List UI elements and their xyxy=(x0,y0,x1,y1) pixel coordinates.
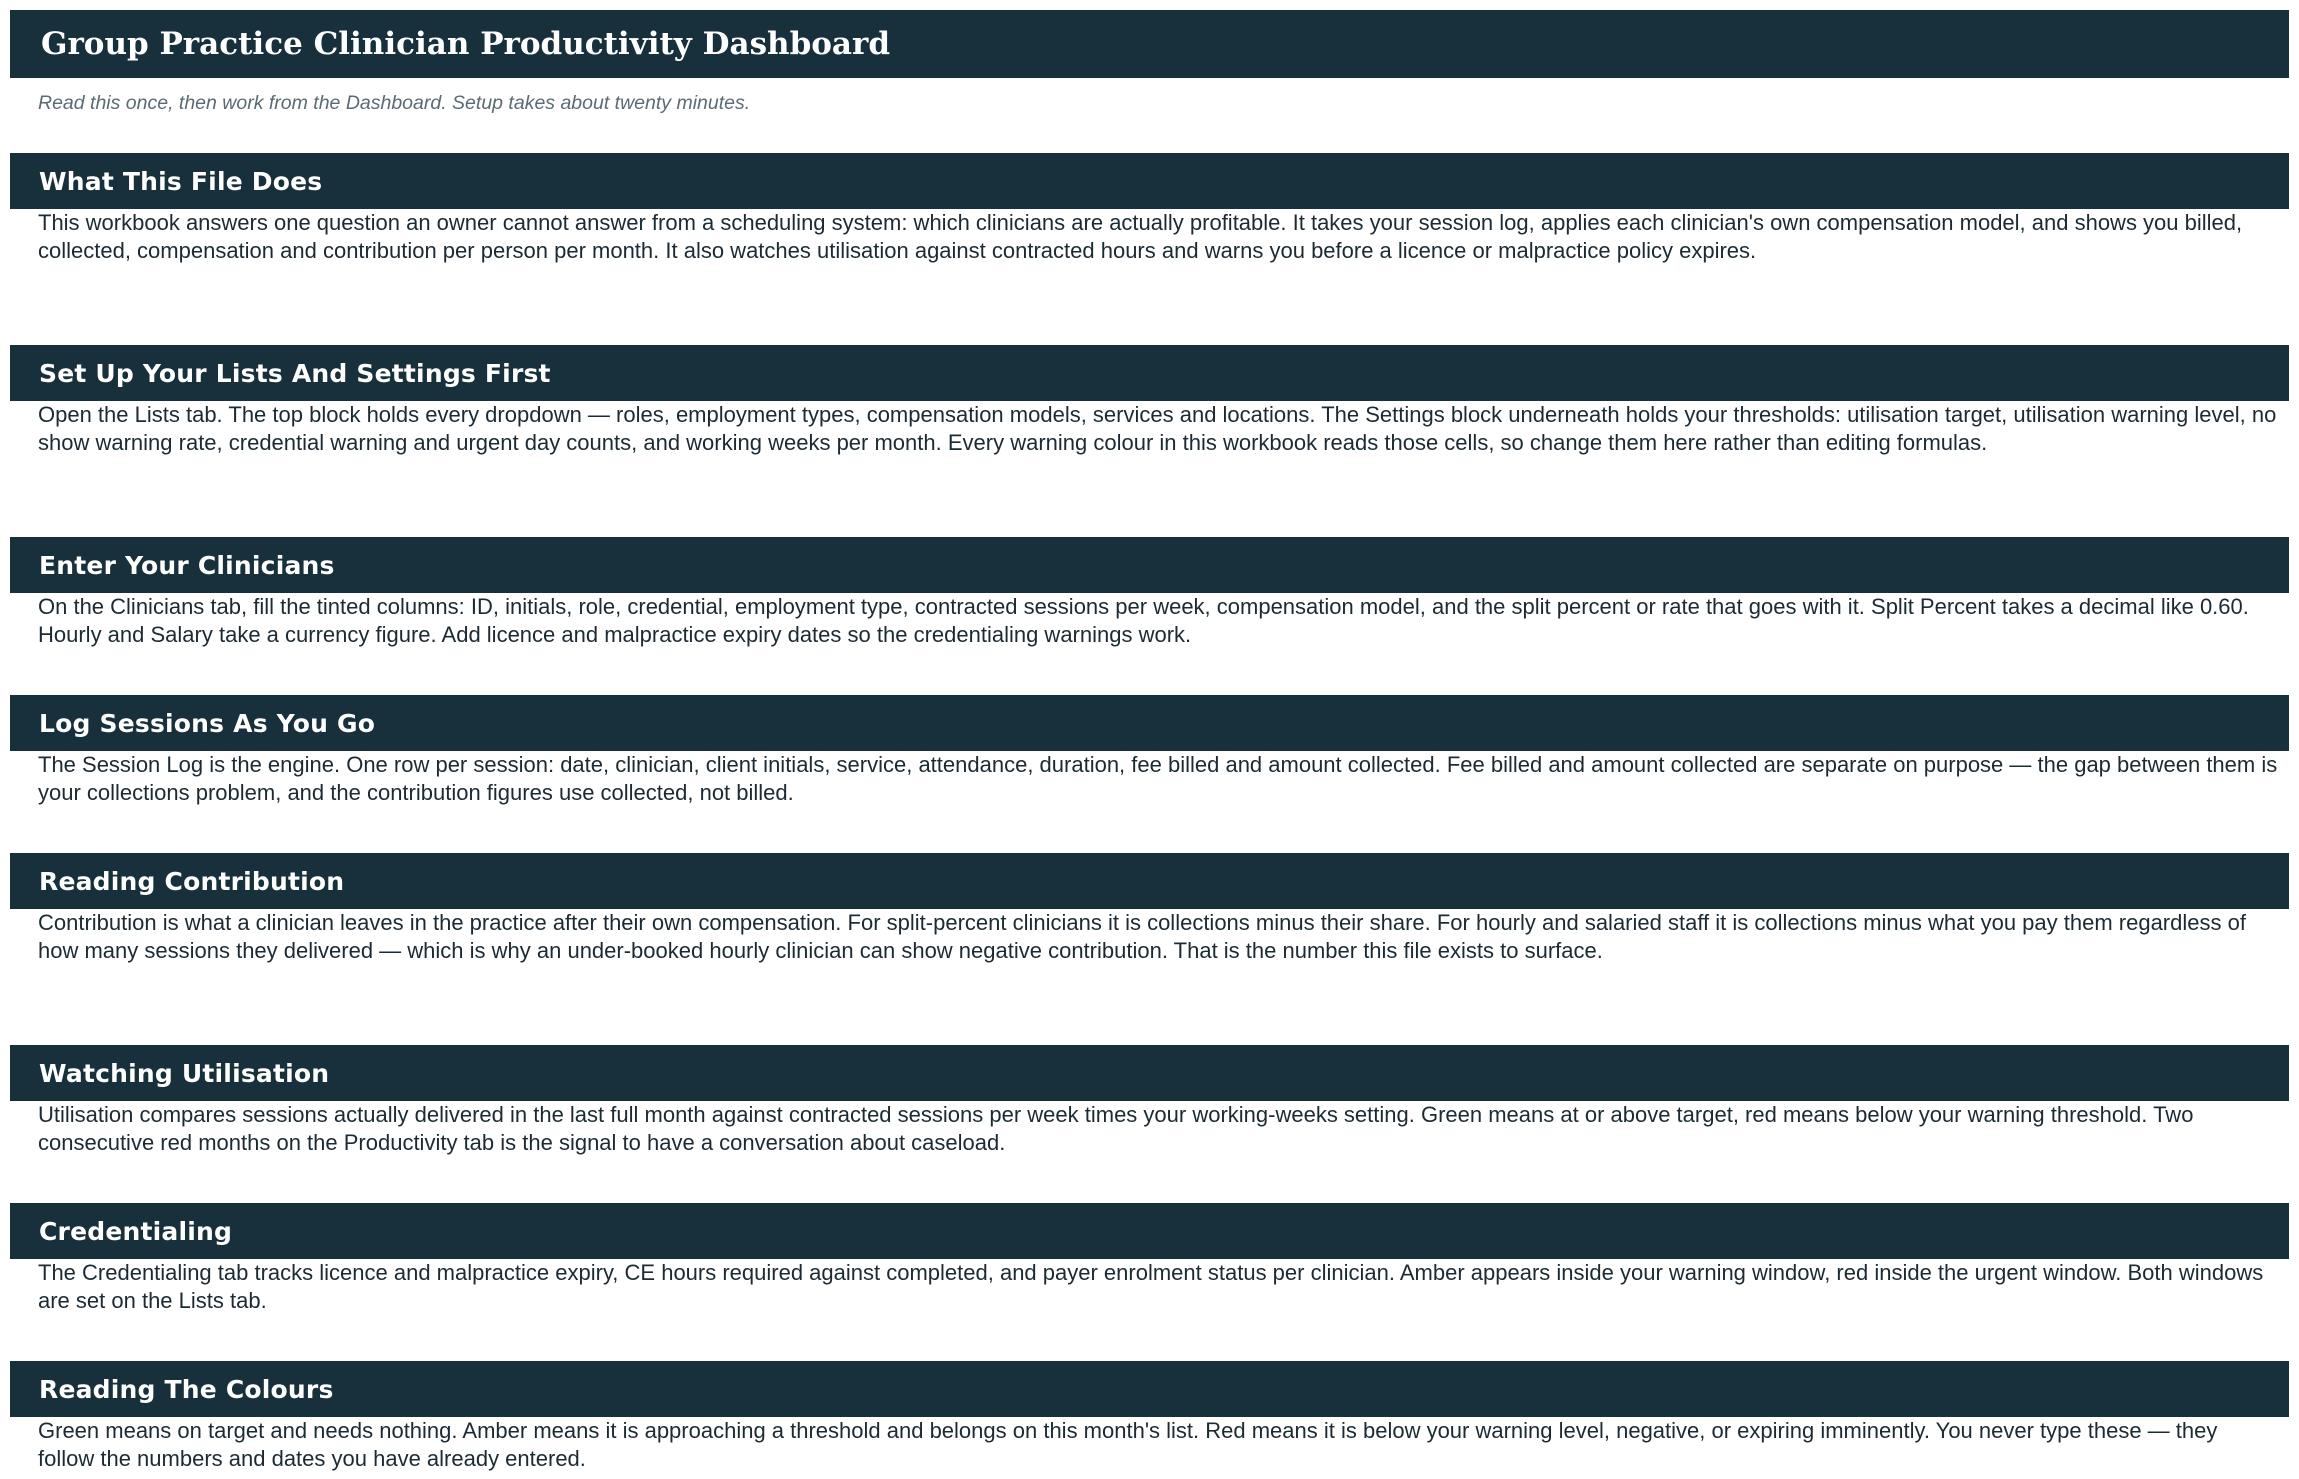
section-title: Enter Your Clinicians xyxy=(39,550,335,580)
page-subtitle: Read this once, then work from the Dashboard. Setup takes about twenty minutes. xyxy=(38,92,751,114)
section-title: What This File Does xyxy=(39,166,323,196)
section-body: Open the Lists tab. The top block holds every dropdown — roles, employment types, compensation models, services and locations. The Settings block underneath holds your thresholds: utilisation target, utilisation warning level, no show warning rate, credential warning and urgent day counts, and working weeks per month. Every warning colour in this workbook reads those cells, so change them here rather than editing formulas. xyxy=(38,402,2277,455)
section-header-reading-the-colours xyxy=(10,1361,2289,1417)
section-title: Set Up Your Lists And Settings First xyxy=(39,358,551,388)
section-header-credentialing xyxy=(10,1203,2289,1259)
section-body: This workbook answers one question an owner cannot answer from a scheduling system: which clinicians are actually profitable. It takes your session log, applies each clinician's own compensation model, and shows you billed, collected, compensation and contribution per person per month. It also watches utilisation against contracted hours and warns you before a licence or malpractice policy expires. xyxy=(38,210,2243,263)
section-title: Reading The Colours xyxy=(39,1374,334,1404)
section-title: Reading Contribution xyxy=(39,866,345,896)
section-body: Utilisation compares sessions actually delivered in the last full month against contracted sessions per week times your working-weeks setting. Green means at or above target, red means below your warning threshold. Two consecutive red months on the Productivity tab is the signal to have a conversation about caseload. xyxy=(38,1102,2194,1155)
section-body: Green means on target and needs nothing. Amber means it is approaching a threshold and belongs on this month's list. Red means it is below your warning level, negative, or expiring imminently. You never type these — they follow the numbers and dates you have already entered. xyxy=(38,1418,2218,1471)
section-title: Log Sessions As You Go xyxy=(39,708,376,738)
title-bar xyxy=(10,10,2289,78)
section-header-set-up-lists-settings xyxy=(10,345,2289,401)
section-body: On the Clinicians tab, fill the tinted columns: ID, initials, role, credential, employment type, contracted sessions per week, compensation model, and the split percent or rate that goes with it. Split Percent takes a decimal like 0.60. Hourly and Salary take a currency figure. Add licence and malpractice expiry dates so the credentialing warnings work. xyxy=(38,594,2249,647)
page-title: Group Practice Clinician Productivity Dashboard xyxy=(41,26,891,62)
section-title: Credentialing xyxy=(39,1216,233,1246)
section-header-reading-contribution xyxy=(10,853,2289,909)
section-header-enter-clinicians xyxy=(10,537,2289,593)
section-header-log-sessions xyxy=(10,695,2289,751)
section-body: The Session Log is the engine. One row per session: date, clinician, client initials, service, attendance, duration, fee billed and amount collected. Fee billed and amount collected are separate on purpose — the gap between them is your collections problem, and the contribution figures use collected, not billed. xyxy=(38,752,2278,805)
section-title: Watching Utilisation xyxy=(39,1058,330,1088)
section-header-what-this-file-does xyxy=(10,153,2289,209)
section-header-watching-utilisation xyxy=(10,1045,2289,1101)
section-body: The Credentialing tab tracks licence and malpractice expiry, CE hours required against completed, and payer enrolment status per clinician. Amber appears inside your warning window, red inside the urgent window. Both windows are set on the Lists tab. xyxy=(38,1260,2264,1313)
section-body: Contribution is what a clinician leaves in the practice after their own compensation. For split-percent clinicians it is collections minus their share. For hourly and salaried staff it is collections minus what you pay them regardless of how many sessions they delivered — which is why an under-booked hourly clinician can show negative contribution. That is the number this file exists to surface. xyxy=(38,910,2246,963)
